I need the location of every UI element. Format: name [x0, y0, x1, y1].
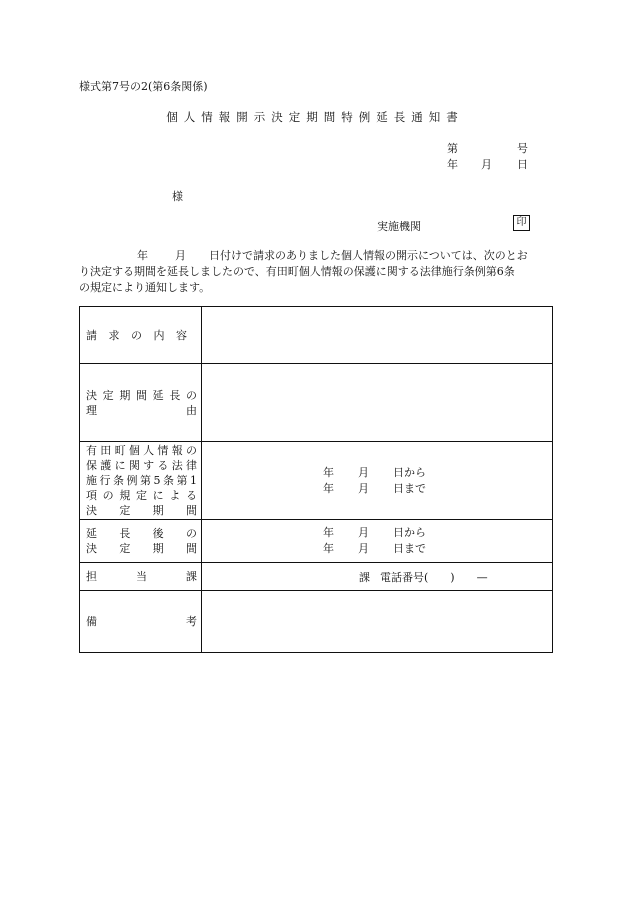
implementing-agency-label: 実施機関 [377, 220, 421, 233]
table-row-extended-period [80, 520, 553, 563]
document-title: 個人情報開示決定期間特例延長通知書 [166, 110, 464, 124]
extended-from-day: 日から [393, 526, 426, 539]
intro-month: 月 [175, 249, 186, 262]
original-to-year: 年 [323, 481, 334, 495]
extended-period-field[interactable] [202, 520, 553, 563]
extended-to-day: 日まで [393, 542, 426, 555]
phone-dash: — [476, 570, 488, 584]
responsible-section-label [80, 563, 202, 591]
table-row-extension-reason [80, 364, 553, 442]
section-suffix: 課 [359, 570, 370, 584]
original-period-label [80, 442, 202, 520]
extension-reason-label-line-2: 理由 [86, 403, 197, 417]
original-period-label-line-1: 有田町個人情報の [86, 444, 197, 457]
remarks-label-text: 備考 [86, 615, 197, 628]
original-period-label-line-3: 施行条例第5条第1 [86, 474, 197, 487]
addressee-suffix: 様 [172, 190, 183, 203]
document-number-label: 第 [447, 142, 458, 155]
extended-from-month: 月 [358, 526, 369, 539]
extension-reason-label [80, 364, 202, 442]
extension-reason-field[interactable] [202, 364, 553, 442]
issue-date-year: 年 [447, 158, 458, 171]
original-to-day: 日まで [393, 481, 426, 495]
contact-line [202, 569, 552, 585]
remarks-label [80, 591, 202, 653]
extension-reason-label-line-1: 決定期間延長の [86, 388, 197, 402]
extended-period-label-line-2: 決定期間 [86, 542, 197, 555]
seal-mark: 印 [513, 215, 530, 231]
extended-period-from [202, 525, 552, 541]
original-period-to [202, 481, 552, 497]
extended-from-year: 年 [323, 526, 334, 539]
issue-date-month: 月 [481, 158, 492, 171]
issue-date-day: 日 [517, 158, 528, 171]
responsible-section-label-text: 担当課 [86, 570, 197, 583]
extended-period-to [202, 541, 552, 557]
original-period-label-line-2: 保護に関する法律 [86, 459, 197, 472]
phone-close-paren: ) [450, 570, 455, 584]
request-content-label-text: 請求の内容 [86, 328, 187, 342]
document-number-suffix: 号 [517, 142, 528, 155]
original-from-year: 年 [323, 465, 334, 479]
responsible-section-field[interactable] [202, 563, 553, 591]
original-period-label-line-4: 項の規定による [86, 489, 197, 502]
request-content-field[interactable] [202, 307, 553, 364]
table-row-original-period [80, 442, 553, 520]
extended-to-month: 月 [358, 542, 369, 555]
intro-year: 年 [137, 249, 148, 262]
form-identifier: 様式第7号の2(第6条関係) [79, 80, 208, 93]
original-period-field[interactable] [202, 442, 553, 520]
original-to-month: 月 [358, 481, 369, 495]
original-period-label-line-5: 決定期間 [86, 504, 197, 517]
notice-form-table [79, 306, 553, 653]
extended-period-label-line-1: 延長後の [86, 527, 197, 540]
table-row-responsible-section [80, 563, 553, 591]
extended-period-label [80, 520, 202, 563]
extended-to-year: 年 [323, 542, 334, 555]
phone-number-label: 電話番号( [380, 570, 429, 584]
request-content-label [80, 307, 202, 364]
table-row-request-content [80, 307, 553, 364]
table-row-remarks [80, 591, 553, 653]
intro-text-line-2: り決定する期間を延長しましたので、有田町個人情報の保護に関する法律施行条例第6条 [79, 265, 515, 278]
remarks-field[interactable] [202, 591, 553, 653]
original-period-from [202, 465, 552, 481]
original-from-day: 日から [393, 465, 426, 479]
intro-text-line-1: 日付けで請求のありました個人情報の開示については、次のとお [209, 249, 528, 262]
intro-text-line-3: の規定により通知します。 [79, 281, 211, 294]
original-from-month: 月 [358, 465, 369, 479]
